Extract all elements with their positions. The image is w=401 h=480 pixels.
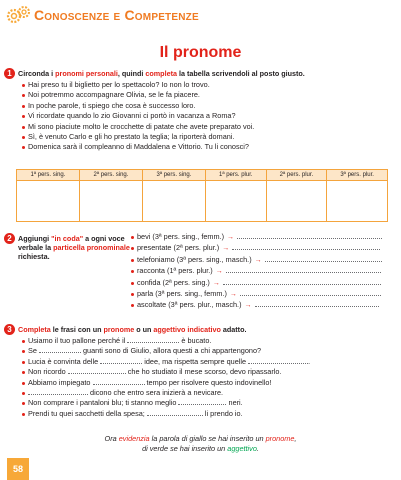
verb-label: telefoniamo (3ª pers. sing., masch.) xyxy=(137,254,252,264)
fill-sentence xyxy=(22,378,310,388)
answer-blank[interactable] xyxy=(100,357,142,364)
verb-item xyxy=(131,255,382,266)
table-header-cell: 1ª pers. plur. xyxy=(205,170,266,181)
arrow-icon: → xyxy=(244,302,252,310)
arrow-icon: → xyxy=(215,268,223,276)
table-answer-cell[interactable] xyxy=(266,181,327,222)
sentence-item: Noi potremmo accompagnare Olivia, se le fa piacere. xyxy=(22,90,254,100)
sentence-item: Vi ricordate quando lo zio Giovanni ci portò in vacanza a Roma? xyxy=(22,111,254,121)
fill-sentence xyxy=(22,346,310,356)
sentence-text: idee, ma rispetta sempre quelle xyxy=(142,356,249,366)
table-answer-cell[interactable] xyxy=(142,181,205,222)
verb-item xyxy=(131,266,382,277)
verb-item xyxy=(131,232,382,243)
table-answer-cell[interactable] xyxy=(17,181,80,222)
page-title: Il pronome xyxy=(159,44,242,61)
sentence-item: Hai preso tu il biglietto per lo spettacolo? Io non lo trovo. xyxy=(22,80,254,90)
exercise-2-instruction: Aggiungi "in coda" a ogni voce verbale la particella pronominale richiesta. xyxy=(18,234,130,261)
answer-blank[interactable] xyxy=(223,284,381,285)
sentence-item: Domenica sarà il compleanno di Maddalena e Vittorio. Tu li conosci? xyxy=(22,142,254,152)
table-header-cell: 3ª pers. sing. xyxy=(142,170,205,181)
table-answer-cell[interactable] xyxy=(205,181,266,222)
sentence-text: Non comprare i pantaloni blu; ti stanno meglio xyxy=(28,398,179,408)
sentence-item: Sì, è venuto Carlo e gli ho prestato la teglia; la riporterà domani. xyxy=(22,132,254,142)
exercise-1-sentences xyxy=(22,80,254,153)
answer-blank[interactable] xyxy=(265,261,383,262)
verb-item xyxy=(131,243,382,254)
fill-sentence xyxy=(22,367,310,377)
arrow-icon: → xyxy=(229,291,237,299)
sentence-text: li prendo io. xyxy=(202,408,243,418)
sentence-text: Prendi tu quei sacchetti della spesa; xyxy=(28,408,147,418)
answer-blank[interactable] xyxy=(255,306,379,307)
fill-sentence xyxy=(22,398,310,408)
answer-blank[interactable] xyxy=(39,346,81,353)
sentence-item: Mi sono piaciute molto le crocchette di patate che avete preparato voi. xyxy=(22,122,254,132)
exercise-2-items xyxy=(131,232,382,312)
page-number: 58 xyxy=(7,458,29,480)
header-title: Conoscenze e Competenze xyxy=(34,7,199,23)
table-answer-cell[interactable] xyxy=(79,181,142,222)
footer-note: Ora evidenzia la parola di giallo se hai inserito un pronome, di verde se hai inserito un aggettivo. xyxy=(104,434,297,453)
fill-sentence xyxy=(22,357,310,367)
exercise-2-number: 2 xyxy=(4,233,15,244)
sentence-text: guanti sono di Giulio, allora questi a chi appartengono? xyxy=(80,346,262,356)
arrow-icon: → xyxy=(222,245,230,253)
arrow-icon: → xyxy=(254,256,262,264)
verb-label: presentate (2ª pers. plur.) xyxy=(137,243,220,253)
fill-sentence xyxy=(22,336,310,346)
table-header-cell: 2ª pers. plur. xyxy=(266,170,327,181)
verb-item xyxy=(131,278,382,289)
sentence-text: Abbiamo impiegato xyxy=(28,377,93,387)
page-header xyxy=(0,0,401,28)
arrow-icon: → xyxy=(227,234,235,241)
verb-label: parla (3ª pers. sing., femm.) xyxy=(137,289,227,299)
pronoun-table xyxy=(16,169,388,222)
table-header-cell: 3ª pers. plur. xyxy=(327,170,388,181)
verb-label: ascoltate (3ª pers. plur., masch.) xyxy=(137,300,242,310)
answer-blank[interactable] xyxy=(127,336,179,343)
answer-blank[interactable] xyxy=(68,367,126,374)
arrow-icon: → xyxy=(212,279,220,287)
verb-item xyxy=(131,289,382,300)
verb-item xyxy=(131,300,382,311)
exercise-1-number: 1 xyxy=(4,68,15,79)
answer-blank[interactable] xyxy=(178,398,226,405)
answer-blank[interactable] xyxy=(237,238,382,239)
table-header-cell: 2ª pers. sing. xyxy=(79,170,142,181)
sentence-text: è bucato. xyxy=(179,336,212,345)
sentence-item: In poche parole, ti spiego che cosa è successo loro. xyxy=(22,101,254,111)
exercise-3-number: 3 xyxy=(4,324,15,335)
sentence-text: che ho studiato il mese scorso, devo ripassarlo. xyxy=(125,367,282,377)
answer-blank[interactable] xyxy=(147,409,203,416)
sentence-text: . xyxy=(308,356,311,366)
sentence-text: neri. xyxy=(226,398,243,408)
verb-label: racconta (1ª pers. plur.) xyxy=(137,266,213,276)
fill-sentence xyxy=(22,409,310,419)
answer-blank[interactable] xyxy=(248,356,311,366)
sentence-text: Usiamo il tuo pallone perché il xyxy=(28,336,128,345)
fill-sentence xyxy=(22,388,310,398)
answer-blank[interactable] xyxy=(240,295,381,296)
sentence-text: Non ricordo xyxy=(28,367,68,377)
answer-blank[interactable] xyxy=(93,378,145,385)
exercise-3-instruction: Completa le frasi con un pronome o un aggettivo indicativo adatto. xyxy=(18,325,247,334)
table-answer-cell[interactable] xyxy=(327,181,388,222)
table-header-cell: 1ª pers. sing. xyxy=(17,170,80,181)
sentence-text: Se xyxy=(28,346,39,356)
exercise-1-instruction: Circonda i pronomi personali, quindi completa la tabella scrivendoli al posto giusto. xyxy=(18,69,305,78)
verb-label: confida (2ª pers. sing.) xyxy=(137,277,210,287)
answer-blank[interactable] xyxy=(232,249,380,250)
answer-blank[interactable] xyxy=(28,388,88,395)
sentence-text: Lucia è convinta delle xyxy=(28,356,101,366)
gears-icon xyxy=(6,4,32,26)
verb-label: bevi (3ª pers. sing., femm.) xyxy=(137,232,225,241)
answer-blank[interactable] xyxy=(226,272,381,273)
sentence-text: tempo per risolvere questo indovinello! xyxy=(144,377,272,387)
exercise-3-sentences xyxy=(22,336,310,419)
sentence-text: dicono che entro sera inizierà a nevicare. xyxy=(88,388,224,398)
